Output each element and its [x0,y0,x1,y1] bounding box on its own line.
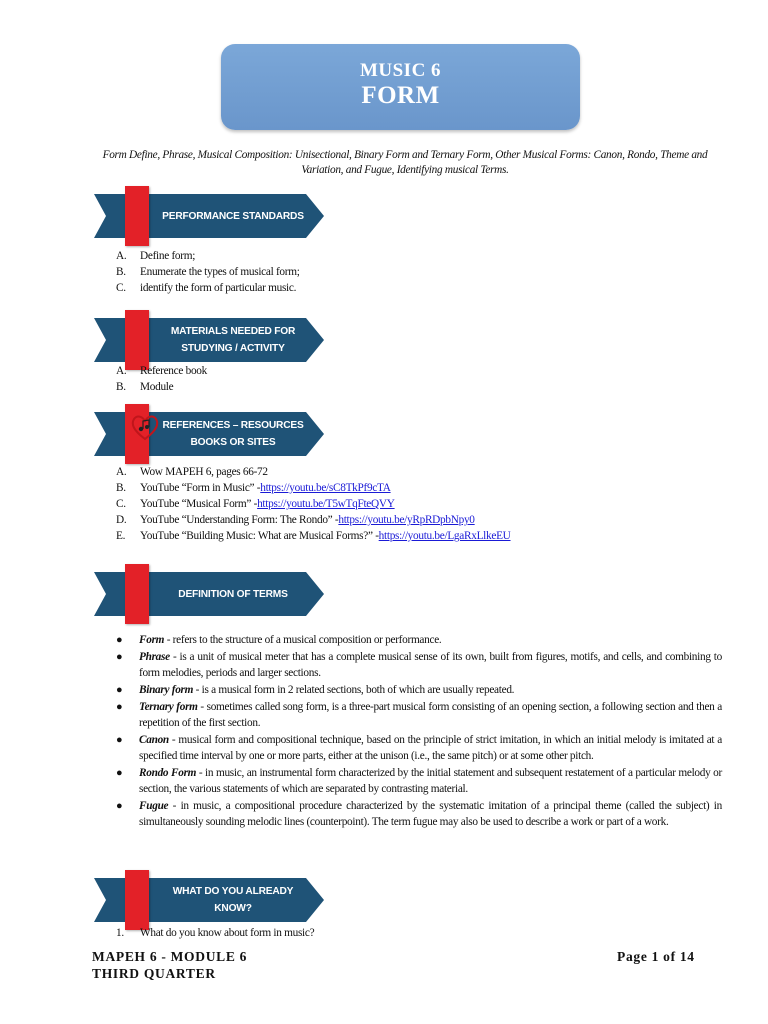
definition-item: ● Ternary form - sometimes called song form, is a three-part musical form consisting of an opening section, a following section and then a repetition of the first section. [116,701,722,729]
list-item: B. YouTube “Form in Music” - https://youtu.be/sC8TkPf9cTA [116,482,391,494]
list-item: A. Wow MAPEH 6, pages 66-72 [116,466,268,478]
list-item: C. YouTube “Musical Form” - https://youtu.be/T5wTqFteQVY [116,498,395,510]
youtube-link[interactable]: https://youtu.be/yRpRDpbNpy0 [338,514,475,526]
what-do-you-know-banner [94,878,324,922]
references-banner [94,412,324,456]
bullet-icon: ● [116,634,123,646]
banner-label: DEFINITION OF TERMS [178,588,288,600]
definitions-list [116,632,722,831]
footer-module: MAPEH 6 - MODULE 6 THIRD QUARTER [92,949,248,981]
youtube-link[interactable]: https://youtu.be/T5wTqFteQVY [257,498,395,510]
list-item: D. YouTube “Understanding Form: The Rondo” - https://youtu.be/yRpRDpbNpy0 [116,514,475,526]
what-do-you-know-list [116,925,314,941]
definition-item: ● Canon - musical form and compositional technique, based on the principle of strict imitation, in which an initial melody is imitated at a specified time interval by one or more parts, either at the unison (i.e., the same pitch) or at some other pitch. [116,734,722,762]
list-item: A. Reference book [116,365,207,377]
performance-standards-list [116,248,300,296]
ribbon-icon [125,310,149,370]
materials-list [116,363,207,395]
bullet-icon: ● [116,734,123,746]
list-item: E. YouTube “Building Music: What are Musical Forms?” - https://youtu.be/LgaRxLlkeEU [116,530,511,542]
definition-of-terms-banner [94,572,324,616]
banner-label: WHAT DO YOU ALREADY KNOW? [172,886,294,914]
bullet-icon: ● [116,684,123,696]
bullet-icon: ● [116,800,123,812]
topic-summary: Form Define, Phrase, Musical Composition: Unisectional, Binary Form and Ternary Form, Other Musical Forms: Canon, Rondo, Theme and Variation, and Fugue, Identifying musical Terms. [102,149,708,176]
list-item: B. Enumerate the types of musical form; [116,266,300,278]
ribbon-icon [125,564,149,624]
title-topic: FORM [361,82,440,109]
bullet-icon: ● [116,651,123,663]
title-subject: MUSIC 6 [359,60,442,81]
definition-item: ● Rondo Form - in music, an instrumental form characterized by the initial statement and subsequent restatement of a particular melody or section, the various statements of which are separated by contrasting material. [116,767,722,795]
list-item: C. identify the form of particular music. [116,282,297,294]
list-item: B. Module [116,381,174,393]
bullet-icon: ● [116,701,123,713]
performance-standards-banner [94,194,324,238]
materials-banner [94,318,324,362]
ribbon-icon [125,870,149,930]
banner-label: PERFORMANCE STANDARDS [162,210,304,222]
list-item: 1. What do you know about form in music? [116,927,315,939]
youtube-link[interactable]: https://youtu.be/LgaRxLlkeEU [378,530,511,542]
definition-item: ● Phrase - is a unit of musical meter that has a complete musical sense of its own, built from figures, motifs, and cells, and combining to form melodies, periods and larger sections. [116,651,722,679]
ribbon-icon [125,186,149,246]
definition-item: ● Fugue - in music, a compositional procedure characterized by the systematic imitation of a principal theme (called the subject) in simultaneously sounding melodic lines (counterpoint). The term fugue may also be used to describe a work or part of a work. [116,800,722,828]
title-box [221,44,580,130]
youtube-link[interactable]: https://youtu.be/sC8TkPf9cTA [260,482,391,494]
banner-label: MATERIALS NEEDED FOR STUDYING / ACTIVITY [170,326,296,354]
heart-music-icon [130,412,160,442]
list-item: A. Define form; [116,250,196,262]
definition-item: ● Form - refers to the structure of a musical composition or performance. [116,634,442,646]
bullet-icon: ● [116,767,123,779]
banner-label: REFERENCES – RESOURCES BOOKS OR SITES [162,420,304,448]
references-list [116,464,511,544]
footer-page-number: Page 1 of 14 [617,949,695,964]
definition-item: ● Binary form - is a musical form in 2 related sections, both of which are usually repeated. [116,684,515,696]
